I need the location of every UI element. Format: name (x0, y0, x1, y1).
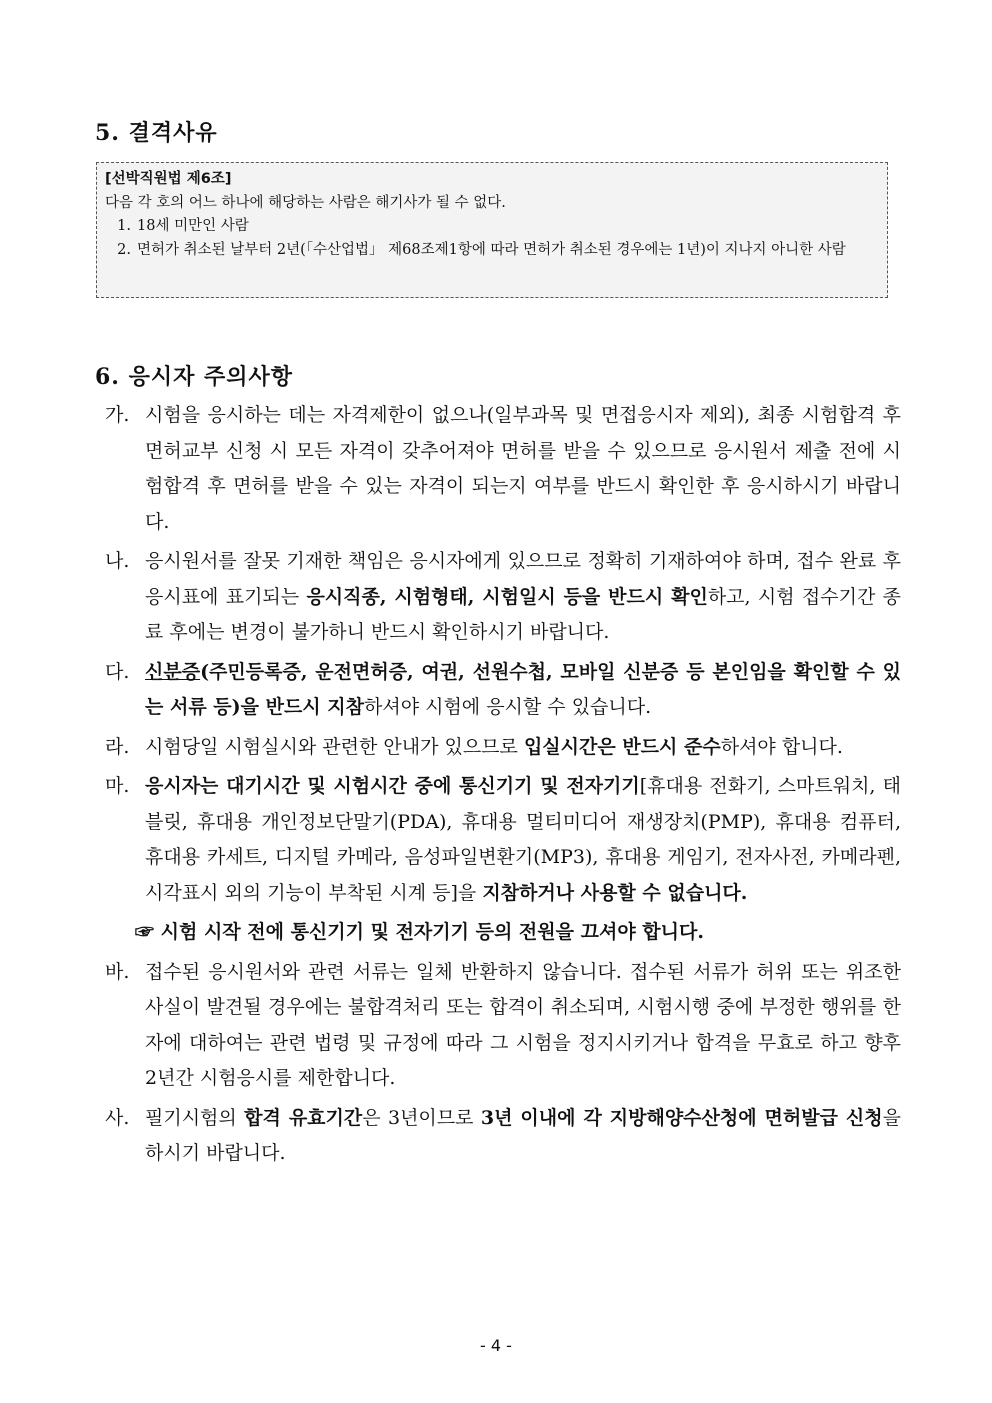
clause-number: 1. (117, 218, 131, 234)
item-marker: 바. (105, 960, 130, 983)
emphasis-text: 응시자는 대기시간 및 시험시간 중에 통신기기 및 전자기기 (145, 775, 640, 797)
text-run: 하셔야 시험에 응시할 수 있습니다. (364, 696, 652, 718)
item-marker: 라. (105, 735, 130, 758)
notice-item-sa (105, 1101, 901, 1172)
clause-text: 면허가 취소된 날부터 2년(「수산업법」 제68조제1항에 따라 면허가 취소된 경우에는 1년)이 지나지 아니한 사람 (137, 241, 846, 258)
law-clause (105, 239, 877, 263)
text-run: 은 3년이므로 (362, 1106, 481, 1129)
text-run: 응시원서를 잘못 기재한 책임은 응시자에게 있으므로 정확히 기재하여야 하며, 접수 완료 후 응시표에 표기되는 (145, 550, 901, 608)
text-run: 하셔야 합니다. (720, 735, 843, 758)
item-marker: 가. (105, 404, 130, 426)
clause-text: 18세 미만인 사람 (137, 218, 249, 234)
emphasis-text: 응시직종, 시험형태, 시험일시 등을 반드시 확인 (306, 585, 708, 608)
item-text (145, 730, 901, 766)
page-number: - 4 - (480, 1336, 512, 1355)
notice-item-ba (105, 955, 901, 1097)
item-text: 접수된 응시원서와 관련 서류는 일체 반환하지 않습니다. 접수된 서류가 허위 또는 위조한 사실이 발견될 경우에는 불합격처리 또는 합격이 취소되며, 시험시행 중에 부정한 행위를 한 자에 대하여는 관련 법령 및 규정에 따라 그 시험을 정지시키거나 합격을 무효로 하고 향후 2년간 시험응시를 제한합니다. (145, 960, 901, 1089)
notice-item-ra (105, 730, 901, 766)
item-text (145, 1101, 901, 1172)
emphasis-text: 합격 유효기간 (244, 1106, 363, 1129)
text-run: 필기시험의 (145, 1106, 245, 1129)
notice-item-ma (105, 769, 901, 911)
item-marker: 사. (105, 1106, 130, 1129)
clause-number: 2. (117, 241, 131, 258)
item-text (145, 769, 901, 911)
text-run: 하고, 시험 접수기간 종료 후에는 변경이 불가하니 반드시 확인하시기 바랍니다. (145, 585, 901, 643)
item-marker: 마. (105, 775, 130, 797)
text-run: [휴대용 전화기, 스마트워치, 태블릿, 휴대용 개인정보단말기(PDA), 휴대용 멀티미디어 재생장치(PMP), 휴대용 컴퓨터, 휴대용 카세트, 디지털 카메라, 음성파일변환기(MP3), 휴대용 게임기, 전자사전, 카메라펜, 시각표시 외의 기능이 부착된 시계 등]을 (145, 775, 901, 904)
item-text (145, 544, 901, 651)
text-run: 을 하시기 바랍니다. (145, 1106, 901, 1164)
underlined-emphasis: 신분증 (145, 660, 201, 683)
law-clause (105, 215, 877, 239)
item-text (145, 655, 901, 726)
text-run: 시험당일 시험실시와 관련한 안내가 있으므로 (145, 735, 524, 758)
emphasis-text: 지참하거나 사용할 수 없습니다. (482, 881, 748, 904)
section-6-heading: 6. 응시자 주의사항 (95, 364, 294, 390)
emphasis-text: 입실시간은 반드시 준수 (523, 735, 721, 758)
notice-item-na (105, 544, 901, 651)
emphasis-text: 3년 이내에 각 지방해양수산청에 면허발급 신청 (480, 1106, 883, 1129)
section-5-heading: 5. 결격사유 (95, 120, 218, 146)
item-marker: 다. (105, 660, 130, 683)
power-off-note: ☞ 시험 시작 전에 통신기기 및 전자기기 등의 전원을 끄셔야 합니다. (135, 921, 704, 943)
notice-item-ga (105, 398, 901, 540)
law-intro: 다음 각 호의 어느 하나에 해당하는 사람은 해기사가 될 수 없다. (105, 194, 506, 211)
notice-list (105, 398, 901, 1176)
notice-item-da (105, 655, 901, 726)
law-excerpt-box (96, 162, 888, 298)
item-text: 시험을 응시하는 데는 자격제한이 없으나(일부과목 및 면접응시자 제외), 최종 시험합격 후 면허교부 신청 시 모든 자격이 갖추어져야 면허를 받을 수 있으므로 응시원서 제출 전에 시험합격 후 면허를 받을 수 있는 자격이 되는지 여부를 반드시 확인한 후 응시하시기 바랍니다. (145, 404, 901, 533)
item-marker: 나. (105, 550, 130, 572)
emphasis-text: (주민등록증, 운전면허증, 여권, 선원수첩, 모바일 신분증 등 본인임을 확인할 수 있는 서류 등)을 반드시 지참 (145, 660, 901, 718)
law-title: [선박직원법 제6조] (105, 171, 232, 187)
